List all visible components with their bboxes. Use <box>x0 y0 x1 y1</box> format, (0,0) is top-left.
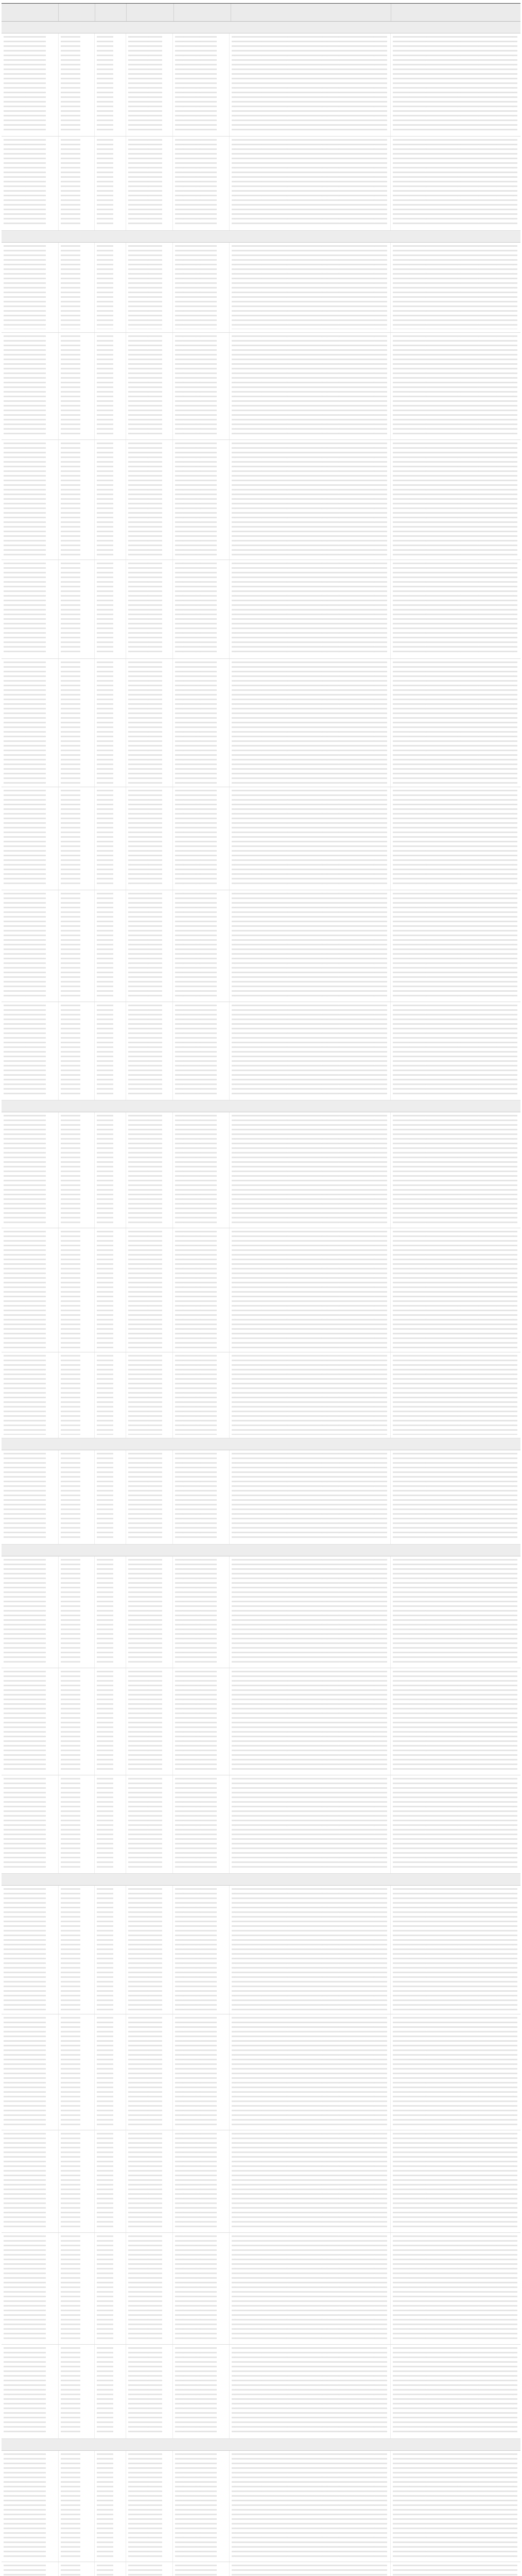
table-row <box>2 1775 520 1874</box>
publication-cell <box>59 1556 95 1667</box>
findings-cell <box>391 2562 520 2576</box>
publication-cell <box>59 2345 95 2438</box>
design-cell <box>126 1112 173 1228</box>
participants-cell <box>173 1775 230 1874</box>
author-cell <box>2 440 59 560</box>
author-cell <box>2 2562 59 2576</box>
country-cell <box>95 890 126 1001</box>
participants-cell <box>173 1002 230 1100</box>
table-row <box>2 2233 520 2344</box>
findings-cell <box>391 2345 520 2438</box>
findings-cell <box>391 1556 520 1667</box>
country-cell <box>95 1352 126 1438</box>
findings-cell <box>391 1450 520 1544</box>
country-cell <box>95 1002 126 1100</box>
design-cell <box>126 2562 173 2576</box>
findings-cell <box>391 2233 520 2344</box>
publication-cell <box>59 787 95 890</box>
table-row <box>2 1228 520 1352</box>
participants-cell <box>173 1668 230 1775</box>
design-cell <box>126 2014 173 2130</box>
author-cell <box>2 1002 59 1100</box>
publication-cell <box>59 2014 95 2130</box>
design-cell <box>126 1228 173 1352</box>
author-cell <box>2 243 59 332</box>
findings-cell <box>391 2130 520 2233</box>
country-cell <box>95 243 126 332</box>
publication-cell <box>59 1886 95 2014</box>
findings-cell <box>391 659 520 787</box>
description-cell <box>230 2130 390 2233</box>
participants-cell <box>173 2345 230 2438</box>
table-row <box>2 1450 520 1545</box>
design-cell <box>126 137 173 230</box>
author-cell <box>2 2345 59 2438</box>
description-cell <box>230 787 390 890</box>
participants-cell <box>173 440 230 560</box>
country-cell <box>95 1556 126 1667</box>
findings-cell <box>391 137 520 230</box>
column-header-findings <box>391 4 520 21</box>
author-cell <box>2 137 59 230</box>
section-row-permanent-supportive-housing-through-hf <box>2 1100 520 1112</box>
findings-cell <box>391 2451 520 2562</box>
design-cell <box>126 1450 173 1544</box>
country-cell <box>95 1112 126 1228</box>
participants-cell <box>173 890 230 1001</box>
description-cell <box>230 1352 390 1438</box>
description-cell <box>230 2233 390 2344</box>
table-row <box>2 659 520 788</box>
design-cell <box>126 659 173 787</box>
participants-cell <box>173 2562 230 2576</box>
table-row <box>2 1002 520 1101</box>
country-cell <box>95 440 126 560</box>
design-cell <box>126 890 173 1001</box>
description-cell <box>230 1228 390 1352</box>
country-cell <box>95 33 126 136</box>
table-row <box>2 1668 520 1775</box>
table-row <box>2 1112 520 1228</box>
findings-cell <box>391 560 520 658</box>
publication-cell <box>59 2130 95 2233</box>
country-cell <box>95 2233 126 2344</box>
author-cell <box>2 1450 59 1544</box>
design-cell <box>126 1352 173 1438</box>
description-cell <box>230 137 390 230</box>
findings-cell <box>391 33 520 136</box>
design-cell <box>126 1775 173 1874</box>
column-header-study-design <box>127 4 173 21</box>
table-body <box>2 22 520 2576</box>
design-cell <box>126 787 173 890</box>
column-header-description <box>231 4 392 21</box>
description-cell <box>230 2014 390 2130</box>
column-header-publication-type <box>59 4 95 21</box>
findings-cell <box>391 1228 520 1352</box>
participants-cell <box>173 243 230 332</box>
country-cell <box>95 2451 126 2562</box>
author-cell <box>2 1112 59 1228</box>
table-row <box>2 1886 520 2014</box>
table-row <box>2 2562 520 2576</box>
country-cell <box>95 2345 126 2438</box>
table-row <box>2 2014 520 2130</box>
description-cell <box>230 1002 390 1100</box>
findings-cell <box>391 787 520 890</box>
publication-cell <box>59 333 95 439</box>
author-cell <box>2 2014 59 2130</box>
findings-cell <box>391 1002 520 1100</box>
table-row <box>2 33 520 137</box>
description-cell <box>230 659 390 787</box>
country-cell <box>95 137 126 230</box>
author-cell <box>2 333 59 439</box>
participants-cell <box>173 1228 230 1352</box>
design-cell <box>126 2345 173 2438</box>
description-cell <box>230 1668 390 1775</box>
publication-cell <box>59 137 95 230</box>
publication-cell <box>59 1228 95 1352</box>
publication-cell <box>59 1450 95 1544</box>
design-cell <box>126 2130 173 2233</box>
findings-cell <box>391 1352 520 1438</box>
design-cell <box>126 1886 173 2014</box>
description-cell <box>230 1775 390 1874</box>
table-row <box>2 333 520 440</box>
publication-cell <box>59 659 95 787</box>
publication-cell <box>59 2451 95 2562</box>
publication-cell <box>59 243 95 332</box>
description-cell <box>230 1556 390 1667</box>
participants-cell <box>173 560 230 658</box>
table-row <box>2 890 520 1002</box>
country-cell <box>95 1775 126 1874</box>
participants-cell <box>173 1556 230 1667</box>
author-cell <box>2 33 59 136</box>
author-cell <box>2 1775 59 1874</box>
design-cell <box>126 1002 173 1100</box>
participants-cell <box>173 787 230 890</box>
design-cell <box>126 2233 173 2344</box>
design-cell <box>126 1556 173 1667</box>
country-cell <box>95 2130 126 2233</box>
table-row <box>2 137 520 231</box>
country-cell <box>95 560 126 658</box>
table-row <box>2 1352 520 1438</box>
description-cell <box>230 440 390 560</box>
country-cell <box>95 2562 126 2576</box>
publication-cell <box>59 2562 95 2576</box>
section-row-case-management-and-outreach <box>2 2439 520 2451</box>
participants-cell <box>173 2130 230 2233</box>
publication-cell <box>59 440 95 560</box>
findings-cell <box>391 1886 520 2014</box>
description-cell <box>230 890 390 1001</box>
publication-cell <box>59 560 95 658</box>
literature-summary-table <box>2 3 520 2576</box>
author-cell <box>2 1886 59 2014</box>
author-cell <box>2 659 59 787</box>
table-row <box>2 2451 520 2562</box>
participants-cell <box>173 1112 230 1228</box>
description-cell <box>230 1450 390 1544</box>
findings-cell <box>391 1112 520 1228</box>
findings-cell <box>391 440 520 560</box>
country-cell <box>95 1450 126 1544</box>
publication-cell <box>59 2233 95 2344</box>
country-cell <box>95 1668 126 1775</box>
description-cell <box>230 1886 390 2014</box>
section-row-long-term-care <box>2 22 520 33</box>
publication-cell <box>59 33 95 136</box>
table-row <box>2 440 520 560</box>
design-cell <box>126 243 173 332</box>
table-row <box>2 1556 520 1668</box>
column-header-author <box>2 4 59 21</box>
design-cell <box>126 440 173 560</box>
country-cell <box>95 1886 126 2014</box>
design-cell <box>126 33 173 136</box>
findings-cell <box>391 333 520 439</box>
participants-cell <box>173 1450 230 1544</box>
participants-cell <box>173 137 230 230</box>
table-row <box>2 787 520 890</box>
findings-cell <box>391 890 520 1001</box>
author-cell <box>2 1556 59 1667</box>
design-cell <box>126 333 173 439</box>
country-cell <box>95 333 126 439</box>
section-row-supported-housing <box>2 1438 520 1450</box>
participants-cell <box>173 333 230 439</box>
section-row-transitional-housing <box>2 1545 520 1556</box>
author-cell <box>2 1228 59 1352</box>
description-cell <box>230 2345 390 2438</box>
description-cell <box>230 2562 390 2576</box>
column-header-participants <box>174 4 231 21</box>
findings-cell <box>391 1668 520 1775</box>
publication-cell <box>59 1775 95 1874</box>
findings-cell <box>391 1775 520 1874</box>
column-header-country <box>95 4 127 21</box>
author-cell <box>2 2233 59 2344</box>
participants-cell <box>173 33 230 136</box>
publication-cell <box>59 890 95 1001</box>
description-cell <box>230 333 390 439</box>
participants-cell <box>173 1352 230 1438</box>
table-row <box>2 2345 520 2439</box>
participants-cell <box>173 1886 230 2014</box>
publication-cell <box>59 1352 95 1438</box>
author-cell <box>2 2130 59 2233</box>
table-row <box>2 243 520 333</box>
author-cell <box>2 2451 59 2562</box>
findings-cell <box>391 2014 520 2130</box>
description-cell <box>230 2451 390 2562</box>
description-cell <box>230 560 390 658</box>
author-cell <box>2 1668 59 1775</box>
country-cell <box>95 1228 126 1352</box>
country-cell <box>95 787 126 890</box>
publication-cell <box>59 1668 95 1775</box>
description-cell <box>230 33 390 136</box>
publication-cell <box>59 1002 95 1100</box>
author-cell <box>2 1352 59 1438</box>
participants-cell <box>173 2233 230 2344</box>
author-cell <box>2 560 59 658</box>
publication-cell <box>59 1112 95 1228</box>
participants-cell <box>173 659 230 787</box>
design-cell <box>126 1668 173 1775</box>
country-cell <box>95 2014 126 2130</box>
table-row <box>2 2130 520 2233</box>
description-cell <box>230 1112 390 1228</box>
section-row-shelter-settings-with-health-and-social-supports <box>2 1874 520 1886</box>
country-cell <box>95 659 126 787</box>
participants-cell <box>173 2014 230 2130</box>
author-cell <box>2 787 59 890</box>
design-cell <box>126 560 173 658</box>
table-row <box>2 560 520 659</box>
author-cell <box>2 890 59 1001</box>
findings-cell <box>391 243 520 332</box>
section-row-permanent-supportive-housing <box>2 231 520 243</box>
table-header-row <box>2 4 520 22</box>
participants-cell <box>173 2451 230 2562</box>
description-cell <box>230 243 390 332</box>
design-cell <box>126 2451 173 2562</box>
